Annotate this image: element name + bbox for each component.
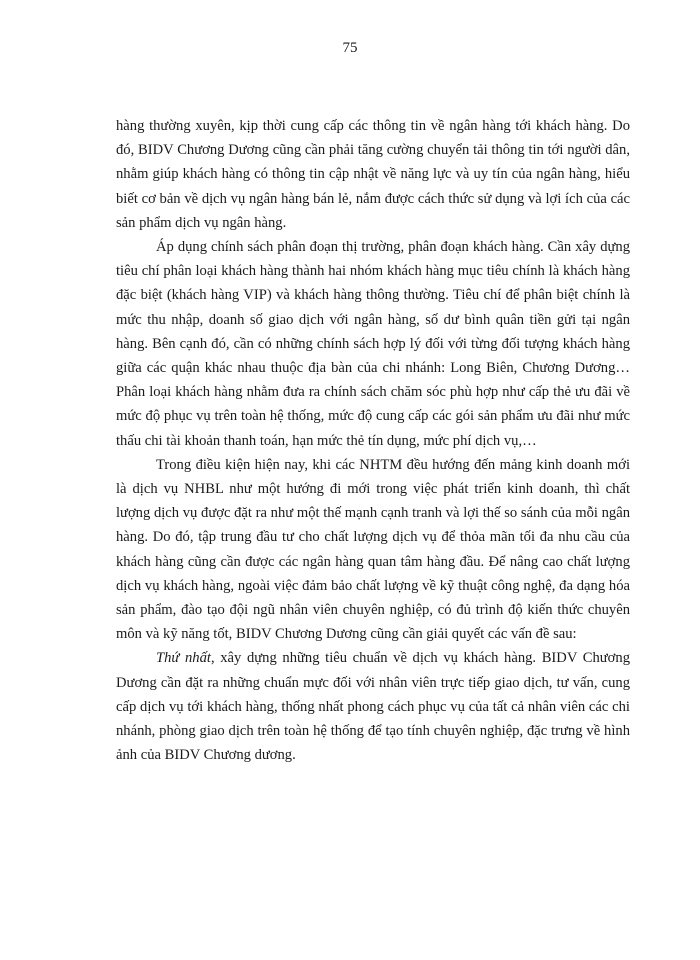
paragraph-1: hàng thường xuyên, kịp thời cung cấp các thông tin về ngân hàng tới khách hàng. Do đó, BIDV Chương Dương cũng cần phải tăng cường chuyển tải thông tin tới người dân, nhằm giúp khách hàng có thông tin cập nhật về năng lực và uy tín của ngân hàng, hiểu biết cơ bản về dịch vụ ngân hàng bán lẻ, nắm được cách thức sử dụng và lợi ích của các sản phẩm dịch vụ ngân hàng. <box>116 118 630 231</box>
paragraph-4 <box>116 646 630 767</box>
paragraph-4-text: , xây dựng những tiêu chuẩn về dịch vụ khách hàng. BIDV Chương Dương cần đặt ra những chuẩn mực đối với nhân viên trực tiếp giao dịch, tư vấn, cung cấp dịch vụ tới khách hàng, thống nhất phong cách phục vụ của tất cả nhân viên các chi nhánh, phòng giao dịch trên toàn hệ thống để tạo tính chuyên nghiệp, đặc trưng về hình ảnh của BIDV Chương dương. <box>116 650 630 764</box>
paragraph-2: Áp dụng chính sách phân đoạn thị trường, phân đoạn khách hàng. Cần xây dựng tiêu chí phân loại khách hàng thành hai nhóm khách hàng mục tiêu chính là khách hàng đặc biệt (khách hàng VIP) và khách hàng thông thường. Tiêu chí để phân biệt chính là mức thu nhập, doanh số giao dịch với ngân hàng, số dư bình quân tiền gửi tại ngân hàng. Bên cạnh đó, cần có những chính sách hợp lý đối với từng đối tượng khách hàng giữa các quận khác nhau thuộc địa bàn của chi nhánh: Long Biên, Chương Dương… Phân loại khách hàng nhằm đưa ra chính sách chăm sóc phù hợp như cấp thẻ ưu đãi về mức độ phục vụ trên toàn hệ thống, mức độ cung cấp các gói sản phẩm ưu đãi như mức thấu chi tài khoản thanh toán, hạn mức thẻ tín dụng, mức phí dịch vụ,… <box>116 239 630 449</box>
paragraph-3: Trong điều kiện hiện nay, khi các NHTM đều hướng đến mảng kinh doanh mới là dịch vụ NHBL như một hướng đi mới trong việc phát triển kinh doanh, thì chất lượng dịch vụ được đặt ra như một thế mạnh cạnh tranh và lợi thế so sánh của mỗi ngân hàng. Do đó, tập trung đầu tư cho chất lượng dịch vụ để thỏa mãn tối đa nhu cầu của khách hàng cũng cần được các ngân hàng quan tâm hàng đầu. Để nâng cao chất lượng dịch vụ khách hàng, ngoài việc đảm bảo chất lượng về kỹ thuật công nghệ, đa dạng hóa sản phẩm, đào tạo đội ngũ nhân viên chuyên nghiệp, có đủ trình độ kiến thức chuyên môn và kỹ năng tốt, BIDV Chương Dương cũng cần giải quyết các vấn đề sau: <box>116 456 630 643</box>
paragraph-4-lead: Thứ nhất <box>156 650 211 667</box>
body-text <box>116 114 630 767</box>
page-number: 75 <box>342 40 358 56</box>
